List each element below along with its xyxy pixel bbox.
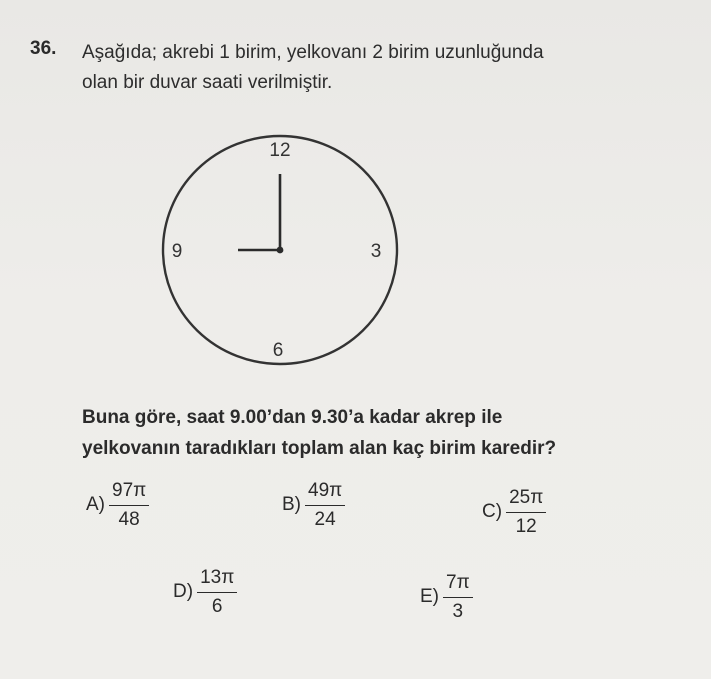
prompt-line-2: yelkovanın taradıkları toplam alan kaç birim karedir? (82, 438, 557, 459)
choice-a-numerator: 97π (109, 480, 149, 506)
choice-b-letter: B) (282, 494, 301, 516)
choice-d-letter: D) (173, 581, 194, 603)
choice-c-fraction (506, 487, 546, 538)
choice-d-fraction (197, 567, 237, 618)
choice-a-denominator: 48 (118, 508, 140, 530)
stem-line-2: olan bir duvar saati verilmiştir. (82, 72, 333, 93)
choice-a[interactable] (86, 480, 149, 531)
choice-d-numerator: 13π (197, 567, 237, 593)
choice-b-numerator: 49π (305, 480, 345, 506)
choice-e-fraction (443, 572, 473, 623)
choice-d[interactable] (173, 567, 237, 618)
clock-center-pin (277, 247, 284, 254)
stem-line-1: Aşağıda; akrebi 1 birim, yelkovanı 2 birim uzunluğunda (82, 42, 544, 63)
clock-label-9: 9 (171, 241, 183, 262)
choice-c[interactable] (482, 487, 546, 538)
prompt-line-1: Buna göre, saat 9.00’dan 9.30’a kadar akrep ile (82, 407, 503, 428)
choice-a-letter: A) (86, 494, 105, 516)
choice-c-denominator: 12 (515, 515, 537, 537)
choice-e[interactable] (420, 572, 473, 623)
choice-e-numerator: 7π (443, 572, 473, 598)
choice-c-letter: C) (482, 501, 503, 523)
choice-a-fraction (109, 480, 149, 531)
choice-b-fraction (305, 480, 345, 531)
clock-label-3: 3 (370, 241, 382, 262)
choice-d-denominator: 6 (211, 595, 223, 617)
question-number: 36. (30, 38, 57, 59)
question-prompt (82, 402, 702, 464)
choice-c-numerator: 25π (506, 487, 546, 513)
choice-e-letter: E) (420, 586, 439, 608)
choice-b[interactable] (282, 480, 345, 531)
choice-e-denominator: 3 (452, 600, 464, 622)
choice-b-denominator: 24 (314, 508, 336, 530)
clock-label-6: 6 (272, 340, 284, 361)
clock-label-12: 12 (269, 140, 291, 161)
